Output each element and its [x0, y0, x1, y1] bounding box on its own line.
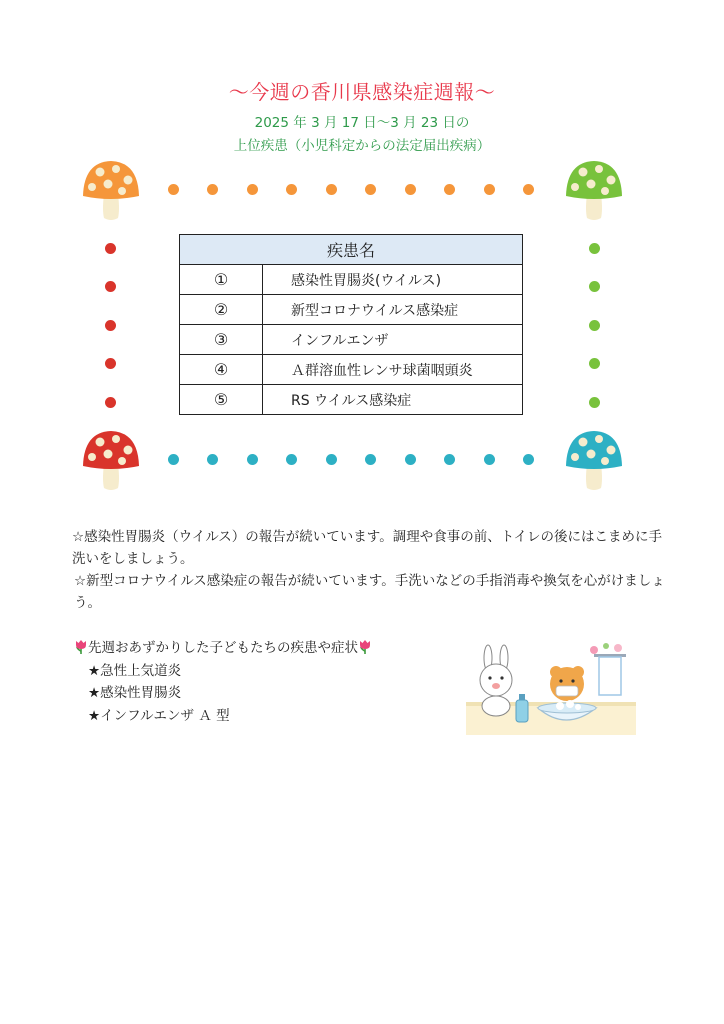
- frame-dot: [365, 184, 376, 195]
- frame-dot: [168, 454, 179, 465]
- frame-dot: [247, 184, 258, 195]
- frame-dot: [405, 184, 416, 195]
- orange-mushroom-icon: [80, 158, 142, 222]
- table-row: [180, 265, 523, 295]
- frame-dot: [365, 454, 376, 465]
- frame-dot: [105, 320, 116, 331]
- list-item: ★インフルエンザ Ａ 型: [88, 707, 230, 724]
- frame-dot: [589, 243, 600, 254]
- disease-name-cell: インフルエンザ: [263, 325, 523, 355]
- frame-dot: [286, 454, 297, 465]
- frame-dot: [484, 454, 495, 465]
- frame-dot: [484, 184, 495, 195]
- frame-dot: [105, 243, 116, 254]
- symptoms-heading-text: 先週おあずかりした子どもたちの疾患や症状: [88, 640, 358, 656]
- handwashing-illustration-icon: [466, 640, 636, 735]
- frame-dot: [523, 184, 534, 195]
- rank-cell: ③: [180, 325, 263, 355]
- symptoms-section: [74, 637, 372, 727]
- disease-name-cell: RS ウイルス感染症: [263, 385, 523, 415]
- disease-name-cell: 感染性胃腸炎(ウイルス): [263, 265, 523, 295]
- teal-mushroom-icon: [563, 428, 625, 492]
- frame-dot: [589, 320, 600, 331]
- frame-dot: [326, 454, 337, 465]
- frame-dot: [589, 281, 600, 292]
- table-row: [180, 325, 523, 355]
- frame-dot: [207, 184, 218, 195]
- page-title: ～今週の香川県感染症週報～: [228, 80, 496, 104]
- frame-dot: [589, 358, 600, 369]
- symptoms-heading: [74, 637, 372, 660]
- table-header: 疾患名: [180, 235, 523, 265]
- frame-dot: [444, 454, 455, 465]
- table-row: [180, 295, 523, 325]
- advisory-gastroenteritis: ☆感染性胃腸炎（ウイルス）の報告が続いています。調理や食事の前、トイレの後にはこまめに手洗いをしましょう。: [72, 529, 663, 567]
- red-mushroom-icon: [80, 428, 142, 492]
- disease-name-cell: 新型コロナウイルス感染症: [263, 295, 523, 325]
- frame-dot: [247, 454, 258, 465]
- frame-dot: [105, 397, 116, 408]
- report-note: 上位疾患（小児科定からの法定届出疾病）: [233, 138, 491, 154]
- rank-cell: ⑤: [180, 385, 263, 415]
- table-row: [180, 385, 523, 415]
- frame-dot: [523, 454, 534, 465]
- disease-name-cell: Ａ群溶血性レンサ球菌咽頭炎: [263, 355, 523, 385]
- frame-dot: [405, 454, 416, 465]
- frame-dot: [589, 397, 600, 408]
- advisory-covid: ☆新型コロナウイルス感染症の報告が続いています。手洗いなどの手指消毒や換気を心がけましょう。: [74, 573, 665, 611]
- disease-ranking-table: [179, 234, 523, 415]
- frame-dot: [168, 184, 179, 195]
- tulip-icon: [358, 639, 372, 654]
- list-item: ★感染性胃腸炎: [88, 685, 182, 701]
- frame-dot: [286, 184, 297, 195]
- table-row: [180, 355, 523, 385]
- rank-cell: ①: [180, 265, 263, 295]
- frame-dot: [105, 358, 116, 369]
- list-item: ★急性上気道炎: [88, 662, 182, 679]
- frame-dot: [444, 184, 455, 195]
- report-period: 2025 年 3 月 17 日～3 月 23 日の: [254, 115, 470, 131]
- frame-dot: [207, 454, 218, 465]
- tulip-icon: [74, 639, 88, 654]
- rank-cell: ②: [180, 295, 263, 325]
- frame-dot: [105, 281, 116, 292]
- rank-cell: ④: [180, 355, 263, 385]
- green-mushroom-icon: [563, 158, 625, 222]
- frame-dot: [326, 184, 337, 195]
- advisory-notes: [72, 526, 672, 614]
